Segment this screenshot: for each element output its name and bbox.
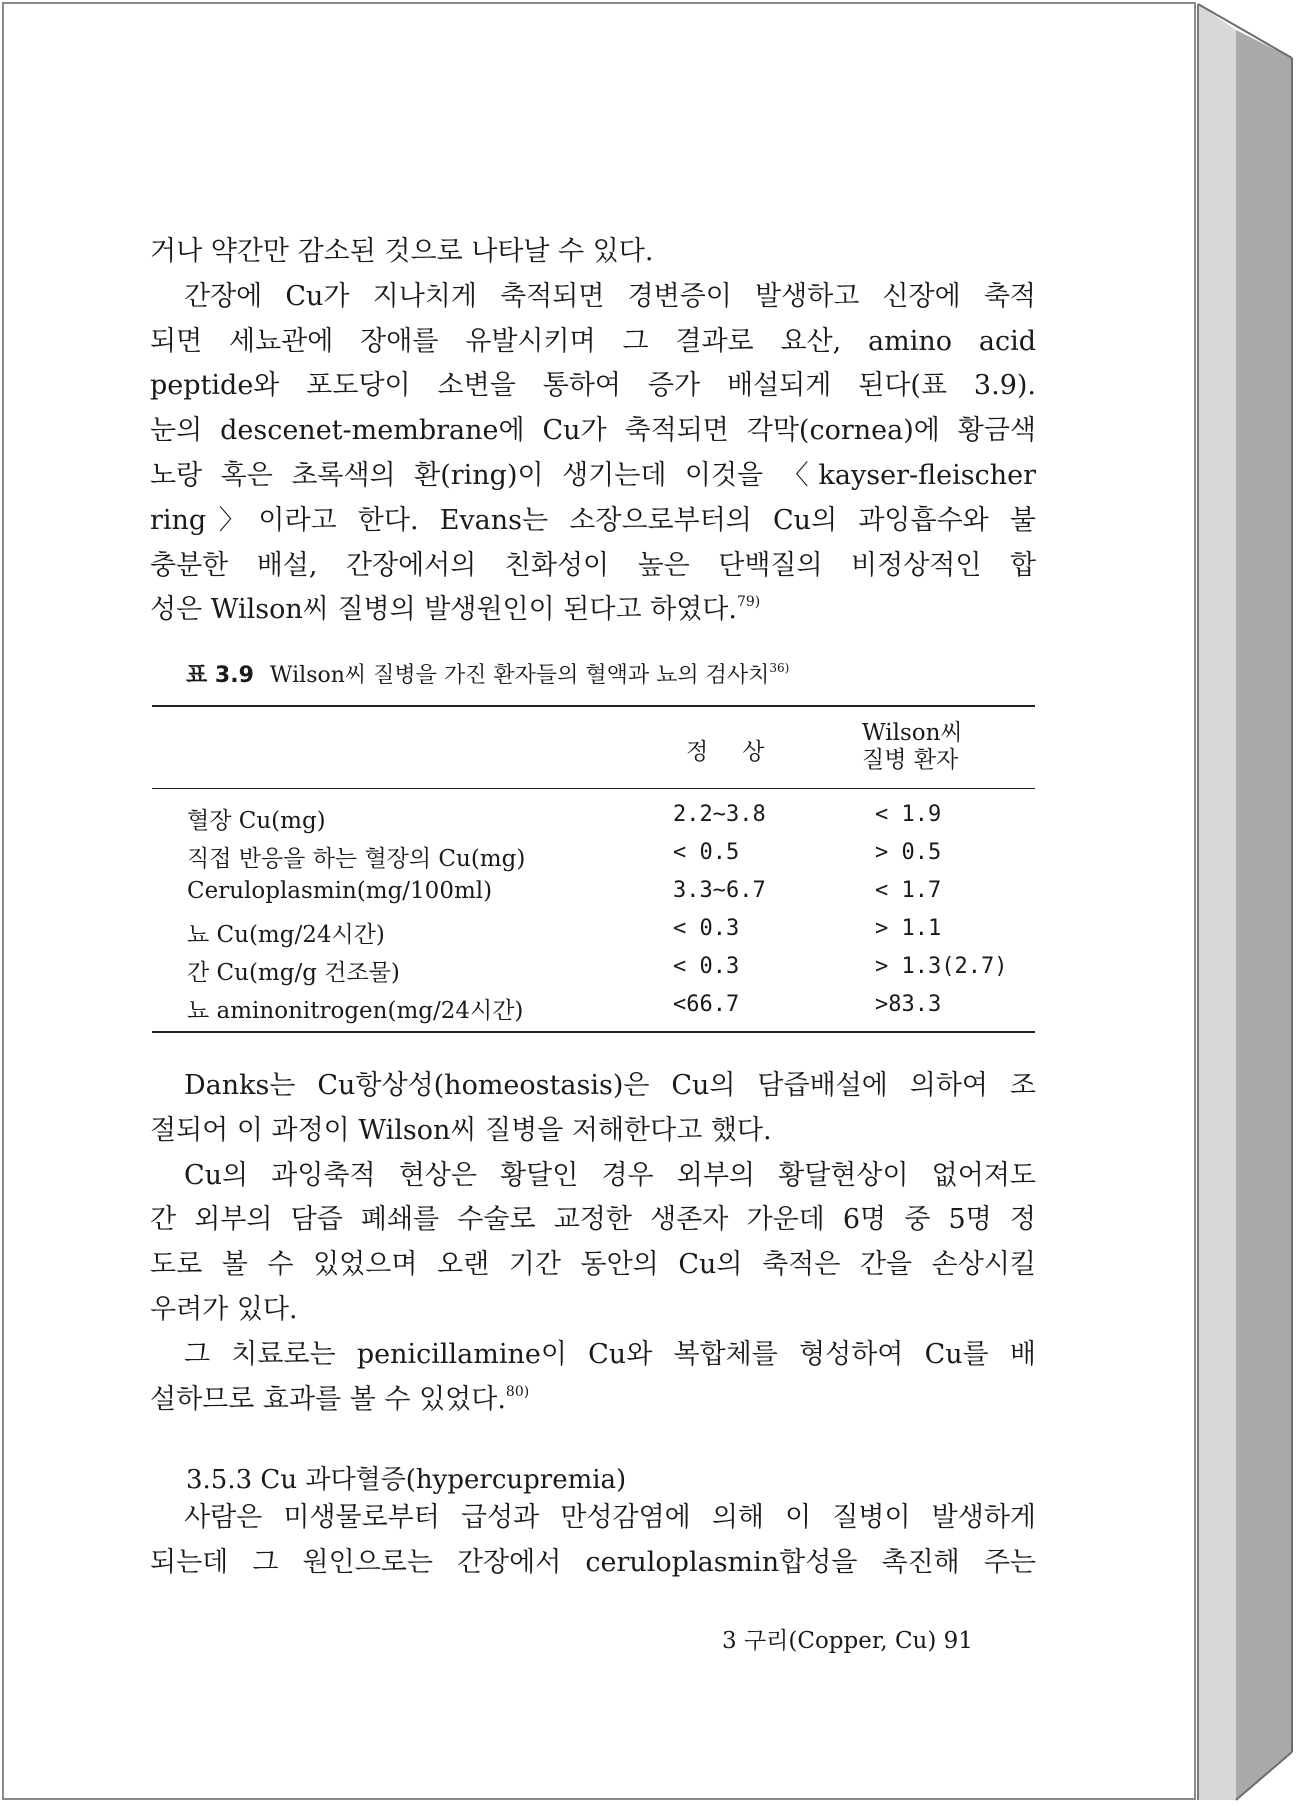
table-cell-item: 뇨 Cu(mg/24시간) — [187, 922, 385, 948]
table-cell-normal: <66.7 — [673, 992, 740, 1017]
table-cell-item: 간 Cu(mg/g 건조물) — [187, 960, 400, 986]
text-line: 절되어 이 과정이 Wilson씨 질병을 저해한다고 했다. — [150, 1114, 772, 1146]
body-text-bottom — [150, 1064, 1036, 1422]
table-caption — [186, 658, 789, 689]
text-line: Danks는 Cu항상성(homeostasis)은 Cu의 담즙배설에 의하여 조 — [184, 1070, 1036, 1101]
text-line: 되는데 그 원인으로는 간장에서 ceruloplasmin합성을 촉진해 주는 — [150, 1546, 1036, 1578]
table-cell-item: 뇨 aminonitrogen(mg/24시간) — [187, 998, 524, 1024]
table-header-wilson-line1: Wilson씨 — [862, 720, 963, 746]
table-cell-item: 혈장 Cu(mg) — [187, 808, 326, 834]
table-cell-item: 직접 반응을 하는 혈장의 Cu(mg) — [187, 846, 526, 872]
body-text-top — [150, 230, 1036, 633]
table-cell-wilson: > 1.3(2.7) — [875, 954, 1008, 979]
reference-marker: 79) — [736, 594, 761, 611]
table-cell-item: Ceruloplasmin(mg/100ml) — [187, 878, 493, 904]
table-header-wilson — [862, 720, 963, 774]
text-line: Cu의 과잉축적 현상은 황달인 경우 외부의 황달현상이 없어져도 — [184, 1159, 1036, 1191]
text-line: 사람은 미생물로부터 급성과 만성감염에 의해 이 질병이 발생하게 — [184, 1502, 1036, 1533]
text-line: 간 외부의 담즙 폐쇄를 수술로 교정한 생존자 가운데 6명 중 5명 정 — [150, 1204, 1036, 1236]
reference-marker: 80) — [505, 1383, 530, 1400]
text-line: ring〉이라고 한다. Evans는 소장으로부터의 Cu의 과잉흡수와 불 — [150, 504, 1036, 536]
text-line: 간장에 Cu가 지나치게 축적되면 경변증이 발생하고 신장에 축적 — [184, 280, 1036, 312]
text-line: 거나 약간만 감소된 것으로 나타날 수 있다. — [150, 236, 654, 267]
page-footer: 3 구리(Copper, Cu) 91 — [722, 1628, 973, 1654]
table-cell-wilson: < 1.7 — [875, 878, 942, 903]
table-cell-normal: 3.3~6.7 — [673, 878, 766, 903]
table-caption-text: Wilson씨 질병을 가진 환자들의 혈액과 뇨의 검사치 — [269, 663, 770, 688]
text-line: 눈의 descenet-membrane에 Cu가 축적되면 각막(cornea)에 황금색 — [150, 415, 1036, 447]
text-line-body: 성은 Wilson씨 질병의 발생원인이 된다고 하였다. — [150, 594, 737, 626]
text-line — [150, 1378, 1036, 1423]
table-caption-label: 표 3.9 — [186, 663, 254, 688]
text-line: 충분한 배설, 간장에서의 친화성이 높은 단백질의 비정상적인 합 — [150, 549, 1036, 581]
table-cell-normal: 2.2~3.8 — [673, 802, 766, 827]
text-line: 노랑 혹은 초록색의 환(ring)이 생기는데 이것을 〈kayser-fleischer — [150, 459, 1036, 491]
text-line-body: 설하므로 효과를 볼 수 있었다. — [150, 1383, 506, 1415]
table-bottom-rule — [152, 1031, 1035, 1033]
table-top-rule — [152, 705, 1035, 707]
section-title: 3.5.3 Cu 과다혈증(hypercupremia) — [186, 1465, 627, 1495]
text-line: 우려가 있다. — [150, 1293, 298, 1325]
table-cell-normal: < 0.3 — [673, 916, 740, 941]
table-cell-wilson: >83.3 — [875, 992, 942, 1017]
table-cell-wilson: < 1.9 — [875, 802, 942, 827]
table-cell-wilson: > 1.1 — [875, 916, 942, 941]
table-cell-normal: < 0.5 — [673, 840, 740, 865]
table-header-wilson-line2: 질병 환자 — [862, 747, 959, 773]
text-line: 되면 세뇨관에 장애를 유발시키며 그 결과로 요산, amino acid — [150, 325, 1036, 357]
text-line: 그 치료로는 penicillamine이 Cu와 복합체를 형성하여 Cu를 배 — [184, 1338, 1036, 1370]
body-text-section — [150, 1496, 1036, 1586]
text-line: peptide와 포도당이 소변을 통하여 증가 배설되게 된다(표 3.9). — [150, 370, 1036, 402]
reference-marker: 36) — [769, 661, 790, 675]
table-cell-normal: < 0.3 — [673, 954, 740, 979]
text-line: 도로 볼 수 있었으며 오랜 기간 동안의 Cu의 축적은 간을 손상시킬 — [150, 1249, 1036, 1281]
text-line — [150, 588, 1036, 633]
table-cell-wilson: > 0.5 — [875, 840, 942, 865]
table-header-rule — [152, 788, 1035, 789]
table-header-normal: 정상 — [686, 739, 799, 765]
